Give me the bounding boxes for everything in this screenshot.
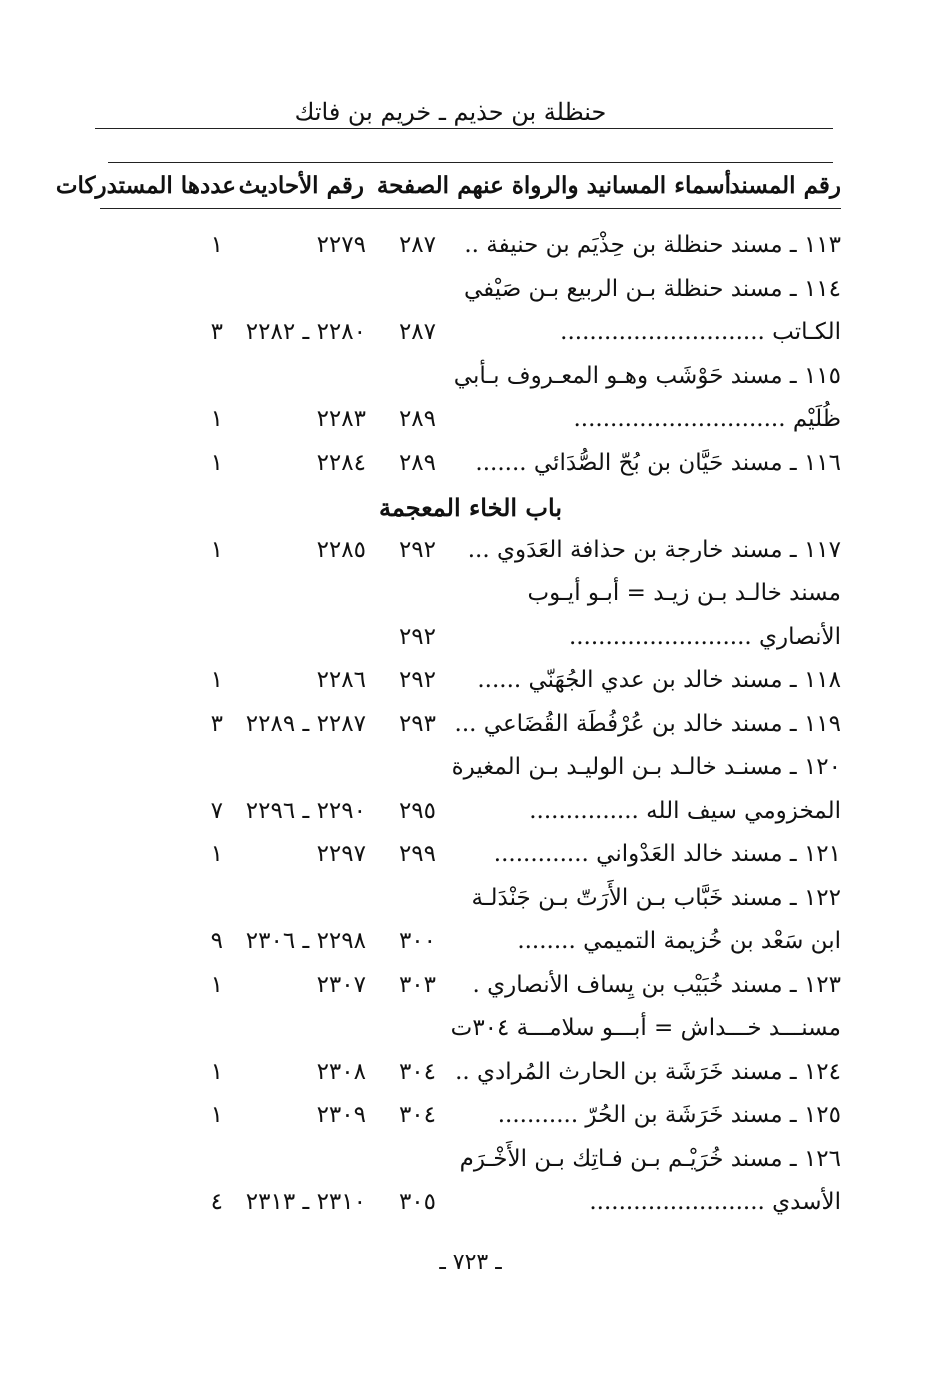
page-number: ـ ٧٢٣ ـ <box>439 1250 502 1275</box>
page-number-cell: ٢٩٥ <box>398 797 436 824</box>
table-row <box>0 1189 941 1229</box>
table-row <box>0 537 941 577</box>
page-number-cell: ٢٩٣ <box>398 710 436 737</box>
musnad-name: الأنصاري ......................... <box>568 623 841 650</box>
page-number-cell: ٣٠٤ <box>398 1058 436 1085</box>
table-row <box>0 450 941 490</box>
table-row <box>0 232 941 272</box>
musnad-name: ١٢٢ ـ مسند خَبَّاب بـن الأَرَتّ بـن جَنْدَلـة <box>471 884 841 911</box>
musnad-name: ١١٩ ـ مسند خالد بن عُرْفُطَة القُضَاعي ... <box>454 710 841 737</box>
table-row <box>0 406 941 446</box>
count-cell: ١ <box>210 1058 223 1085</box>
page-number-cell: ٢٩٢ <box>398 623 436 650</box>
column-header-page: الصفحة <box>376 172 449 199</box>
hadith-number-cell: ٢٢٨٧ ـ ٢٢٨٩ <box>245 710 366 737</box>
hadith-number-cell: ٢٣١٠ ـ ٢٣١٣ <box>245 1189 366 1215</box>
section-heading-row <box>0 493 941 533</box>
page-number-cell: ٢٩٩ <box>398 841 436 867</box>
table-row <box>0 798 941 838</box>
table-row <box>0 319 941 359</box>
musnad-name: ابن سَعْد بن خُزيمة التميمي ........ <box>517 928 841 954</box>
musnad-name: مسنـــد خـــداش = أبـــو سلامـــة ٣٠٤ت <box>450 1015 841 1041</box>
running-header: حنظلة بن حذيم ـ خريم بن فاتك <box>294 98 607 126</box>
count-cell: ٣ <box>210 319 223 345</box>
page-number-cell: ٢٨٧ <box>398 319 436 345</box>
page-number-cell: ٢٨٧ <box>398 232 436 258</box>
table-row <box>0 885 941 925</box>
musnad-name: الكـاتب ............................ <box>560 319 841 345</box>
count-cell: ١ <box>210 667 223 693</box>
musnad-name: ١١٤ ـ مسند حنظلة بـن الربيع بـن صَيْفي <box>463 275 841 302</box>
hadith-number-cell: ٢٢٨٤ <box>316 449 366 476</box>
hadith-number-cell: ٢٢٨٠ ـ ٢٢٨٢ <box>245 319 366 345</box>
page-number-cell: ٢٨٩ <box>398 449 436 476</box>
table-row <box>0 841 941 881</box>
table-row <box>0 1059 941 1099</box>
musnad-name: ١١٨ ـ مسند خالد بن عدي الجُهَنّي ...... <box>477 667 841 693</box>
count-cell: ١ <box>210 841 223 867</box>
table-row <box>0 276 941 316</box>
musnad-name: ١١٥ ـ مسند حَوْشَب وهـو المعـروف بـأبي <box>453 362 841 389</box>
count-cell: ١ <box>210 1102 223 1128</box>
count-cell: ٣ <box>210 710 223 737</box>
table-row <box>0 972 941 1012</box>
hadith-number-cell: ٢٣٠٧ <box>316 971 366 998</box>
count-cell: ١ <box>210 536 223 563</box>
musnad-name: ١١٧ ـ مسند خارجة بن حذافة العَدَوي ... <box>467 536 841 563</box>
page-number-cell: ٣٠٥ <box>398 1189 436 1215</box>
column-header-musnad-no: رقم المسند <box>729 172 841 199</box>
musnad-name: ١٢٠ ـ مسنـد خالـد بـن الوليـد بـن المغيرة <box>451 754 841 780</box>
table-row <box>0 1146 941 1186</box>
table-row <box>0 1015 941 1055</box>
musnad-name: المخزومي سيف الله ............... <box>529 797 841 824</box>
musnad-name: ظُلَيْم ............................. <box>573 406 841 432</box>
page-number-cell: ٣٠٣ <box>398 971 436 998</box>
column-header-mustadrakat: عددها المستدركات <box>55 172 236 199</box>
table-row <box>0 580 941 620</box>
musnad-name: ١٢١ ـ مسند خالد العَدْواني ............. <box>493 841 841 867</box>
column-header-names: أسماء المسانيد والرواة عنهم <box>457 172 731 199</box>
page-number-cell: ٣٠٤ <box>398 1102 436 1128</box>
hadith-number-cell: ٢٢٩٠ ـ ٢٢٩٦ <box>245 797 366 824</box>
musnad-name: ١١٣ ـ مسند حنظلة بن حِذْيَم بن حنيفة .. <box>464 232 841 258</box>
musnad-name: ١٢٣ ـ مسند خُبَيْب بن يِساف الأنصاري . <box>472 971 841 998</box>
column-header-hadith-no: رقم الأحاديث <box>238 172 364 199</box>
count-cell: ٤ <box>210 1189 223 1215</box>
table-row <box>0 667 941 707</box>
musnad-name: ١٢٤ ـ مسند خَرَشَة بن الحارث المُرادي .. <box>455 1058 841 1085</box>
hadith-number-cell: ٢٢٨٦ <box>316 667 366 693</box>
section-heading: باب الخاء المعجمة <box>378 493 563 522</box>
column-header-rule <box>100 208 841 209</box>
table-top-rule <box>108 162 833 163</box>
hadith-number-cell: ٢٣٠٩ <box>316 1102 366 1128</box>
page-number-cell: ٢٩٢ <box>398 667 436 693</box>
count-cell: ١ <box>210 449 223 476</box>
hadith-number-cell: ٢٢٨٥ <box>316 536 366 563</box>
page-number-cell: ٢٨٩ <box>398 406 436 432</box>
count-cell: ١ <box>210 232 223 258</box>
hadith-number-cell: ٢٢٨٣ <box>316 406 366 432</box>
page-number-cell: ٣٠٠ <box>398 928 436 954</box>
table-row <box>0 711 941 751</box>
count-cell: ١ <box>210 971 223 998</box>
table-row <box>0 624 941 664</box>
hadith-number-cell: ٢٢٧٩ <box>316 232 366 258</box>
count-cell: ٧ <box>210 797 223 824</box>
musnad-name: الأسدي ........................ <box>589 1189 841 1215</box>
hadith-number-cell: ٢٣٠٨ <box>316 1058 366 1085</box>
musnad-name: ١٢٦ ـ مسند خُرَيْـم بـن فـاتِك بـن الأَخْـرَم <box>459 1145 841 1172</box>
table-row <box>0 1102 941 1142</box>
musnad-name: مسند خالـد بـن زيـد = أبـو أيـوب <box>527 580 841 606</box>
musnad-name: ١١٦ ـ مسند حَيَّان بن بُحّ الصُّدَائي ....... <box>475 449 841 476</box>
count-cell: ١ <box>210 406 223 432</box>
musnad-name: ١٢٥ ـ مسند خَرَشَة بن الحُرّ ........... <box>497 1102 841 1128</box>
header-rule <box>95 128 833 129</box>
hadith-number-cell: ٢٢٩٧ <box>316 841 366 867</box>
table-row <box>0 754 941 794</box>
hadith-number-cell: ٢٢٩٨ ـ ٢٣٠٦ <box>245 928 366 954</box>
table-row <box>0 928 941 968</box>
page-number-cell: ٢٩٢ <box>398 536 436 563</box>
table-row <box>0 363 941 403</box>
count-cell: ٩ <box>210 928 223 954</box>
